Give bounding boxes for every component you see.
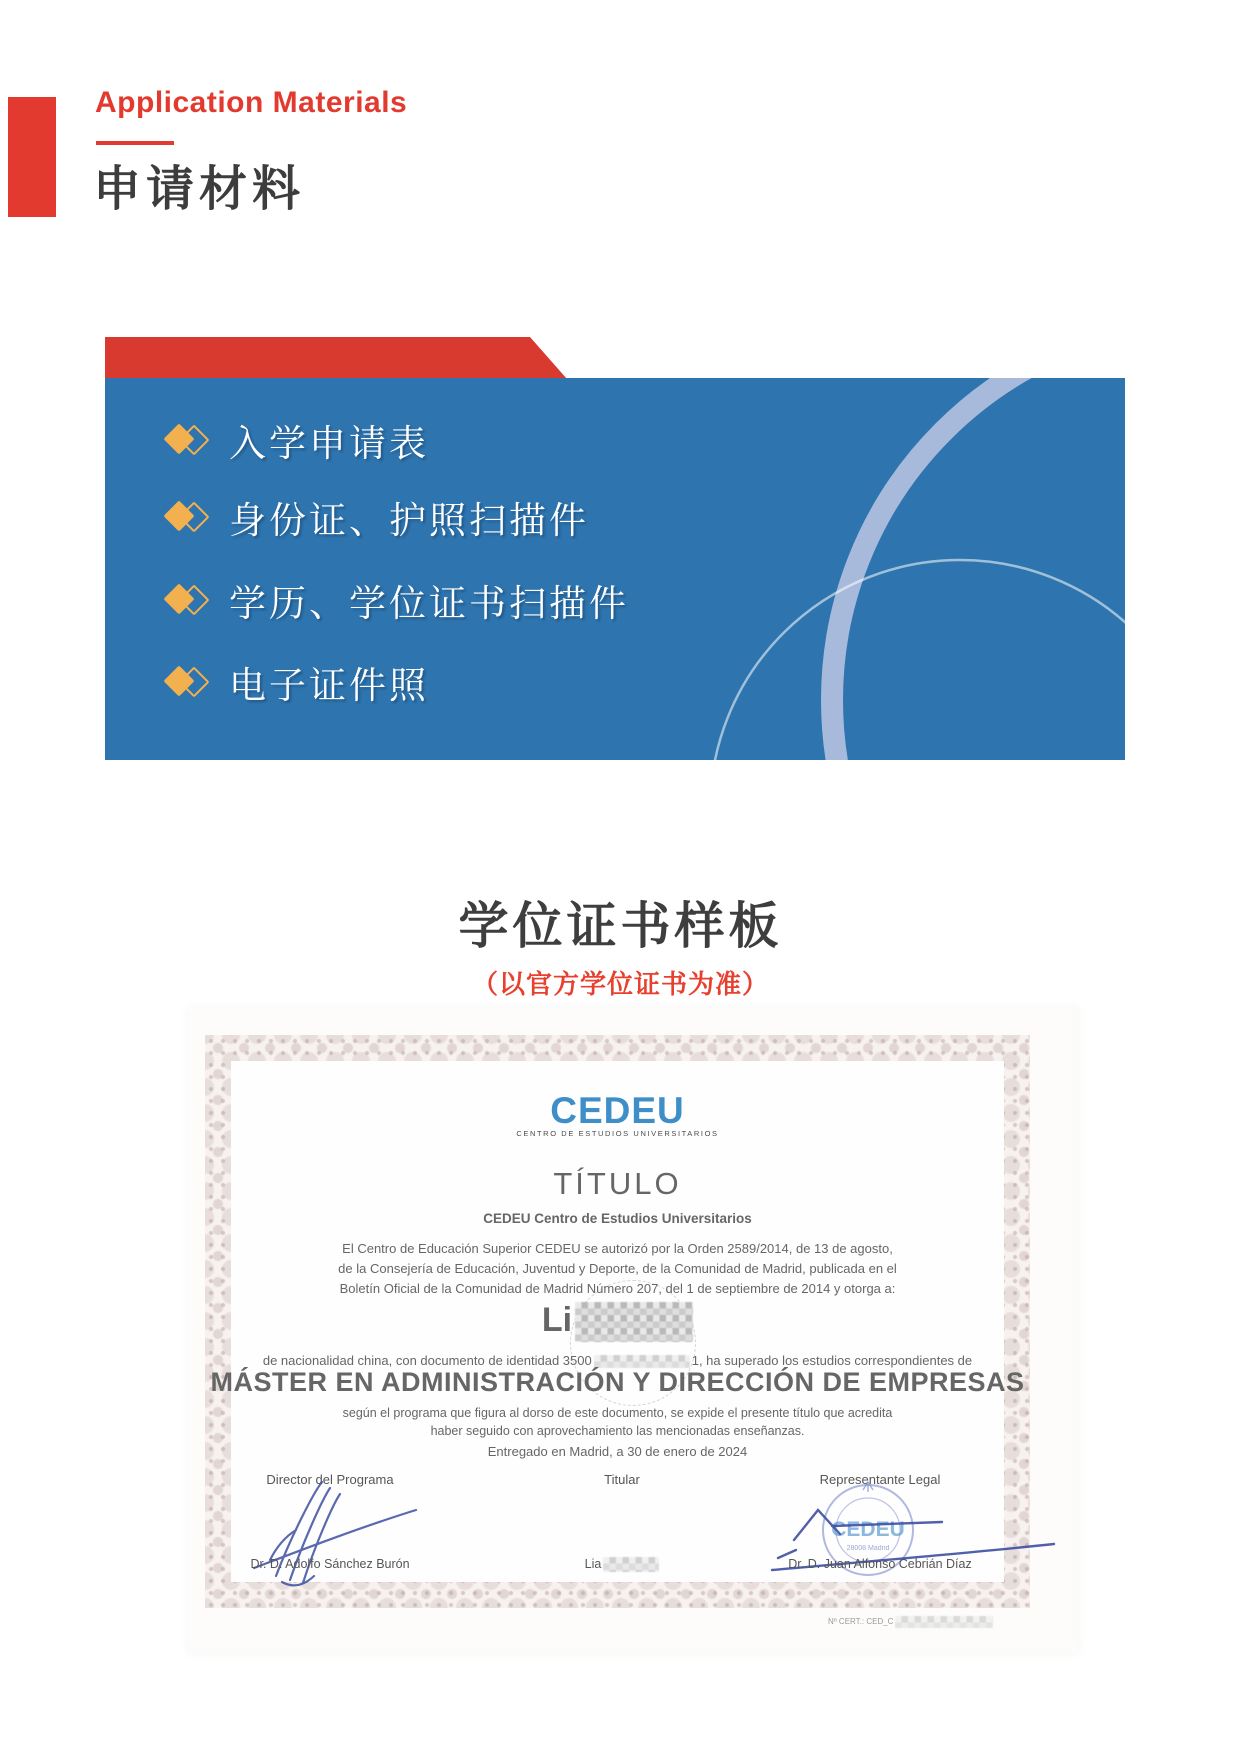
stamp-crown-icon bbox=[863, 1482, 873, 1492]
list-item-label: 入学申请表 bbox=[229, 423, 429, 464]
signatory-name: Dr. D. Juan Alfonso Cebrián Díaz bbox=[788, 1557, 972, 1571]
intro-line: de la Consejería de Educación, Juventud y Deporte, de la Comunidad de Madrid, publicada en el bbox=[338, 1261, 897, 1276]
double-diamond-icon bbox=[167, 501, 215, 533]
redacted-certno-blur bbox=[895, 1616, 993, 1628]
closing-text bbox=[205, 1404, 1030, 1440]
list-item-label: 学历、学位证书扫描件 bbox=[229, 583, 629, 624]
signatory-role: Titular bbox=[604, 1472, 640, 1487]
legal-representative-signature bbox=[770, 1470, 1060, 1592]
list-item bbox=[167, 415, 429, 465]
redacted-titular-blur bbox=[603, 1557, 659, 1572]
list-item-label: 身份证、护照扫描件 bbox=[229, 500, 589, 541]
certificate-image bbox=[188, 1008, 1078, 1653]
title-underline bbox=[96, 141, 174, 145]
certificate-intro bbox=[205, 1239, 1030, 1299]
svg-text:CEDEU: CEDEU bbox=[831, 1518, 905, 1541]
redacted-name-blur bbox=[575, 1302, 693, 1342]
signatory-name: Dr. D. Adolfo Sánchez Burón bbox=[250, 1557, 410, 1571]
closing-line: según el programa que figura al dorso de este documento, se expide el presente título que acredita bbox=[342, 1406, 893, 1420]
ribbon-banner bbox=[105, 337, 567, 379]
issue-line: Entregado en Madrid, a 30 de enero de 2024 bbox=[487, 1444, 748, 1459]
list-item bbox=[167, 657, 429, 707]
cedeu-logo bbox=[205, 1090, 1030, 1138]
degree-title: MÁSTER EN ADMINISTRACIÓN Y DIRECCIÓN DE EMPRESAS bbox=[210, 1367, 1025, 1397]
cedeu-logo-text: CEDEU bbox=[550, 1090, 685, 1131]
certificate-number: Nº CERT.: CED_C bbox=[828, 1616, 1068, 1628]
director-signature bbox=[248, 1476, 428, 1591]
section-title-zh: 申请材料 bbox=[93, 163, 306, 216]
double-diamond-icon bbox=[167, 424, 215, 456]
section-title-en: Application Materials bbox=[95, 86, 408, 119]
list-item bbox=[167, 575, 629, 625]
recipient-name: Li bbox=[205, 1301, 1030, 1342]
signatory-name: Lia bbox=[512, 1557, 732, 1572]
header-accent-square bbox=[8, 97, 56, 217]
certificate-subtitle: CEDEU Centro de Estudios Universitarios bbox=[483, 1211, 752, 1226]
svg-text:28008 Madrid: 28008 Madrid bbox=[846, 1545, 890, 1552]
sample-heading: 学位证书样板 bbox=[458, 898, 783, 954]
intro-line: Boletín Oficial de la Comunidad de Madrid Número 207, del 1 de septiembre de 2014 y otorga a: bbox=[339, 1281, 896, 1296]
signatory-role: Director del Programa bbox=[266, 1472, 394, 1487]
intro-line: El Centro de Educación Superior CEDEU se autorizó por la Orden 2589/2014, de 13 de agosto, bbox=[342, 1241, 893, 1256]
double-diamond-icon bbox=[167, 584, 215, 616]
decorative-circle bbox=[710, 560, 1125, 760]
signatory-role: Representante Legal bbox=[819, 1472, 941, 1487]
closing-line: haber seguido con aprovechamiento las mencionadas enseñanzas. bbox=[430, 1424, 805, 1438]
decorative-arc bbox=[832, 378, 1125, 760]
certificate-title: TÍTULO bbox=[553, 1166, 682, 1201]
materials-panel bbox=[105, 378, 1125, 760]
identity-line: de nacionalidad china, con documento de identidad 3500 1, ha superado los estudios correspondientes de bbox=[262, 1353, 973, 1368]
list-item bbox=[167, 492, 589, 542]
cedeu-logo-tagline: CENTRO DE ESTUDIOS UNIVERSITARIOS bbox=[516, 1129, 719, 1138]
list-item-label: 电子证件照 bbox=[229, 665, 429, 706]
double-diamond-icon bbox=[167, 666, 215, 698]
sample-note: （以官方学位证书为准） bbox=[471, 969, 769, 999]
